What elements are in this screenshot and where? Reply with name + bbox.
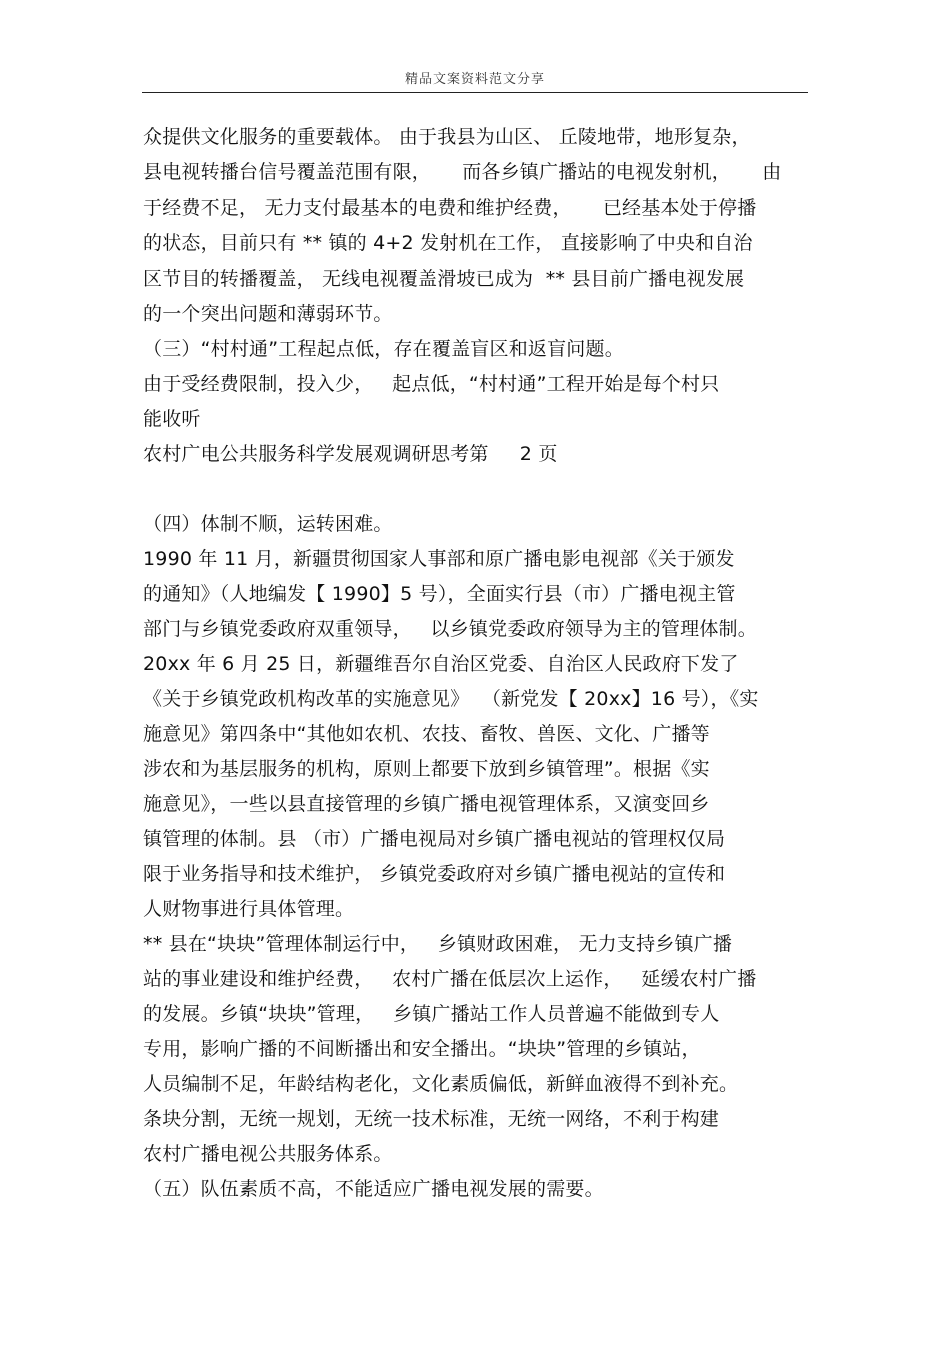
text-line: 农村广播电视公共服务体系。 [143, 1143, 393, 1165]
text-line: 部门与乡镇党委政府双重领导， 以乡镇党委政府领导为主的管理体制。 [143, 618, 757, 640]
text-line: 1990 年 11 月，新疆贯彻国家人事部和原广播电影电视部《关于颁发 [143, 548, 735, 570]
text-line: 由于受经费限制，投入少， 起点低，“村村通”工程开始是每个村只 [143, 373, 720, 395]
page-header [142, 62, 808, 93]
text-line: 的发展。乡镇“块块”管理， 乡镇广播站工作人员普遍不能做到专人 [143, 1003, 720, 1025]
text-line: 《关于乡镇党政机构改革的实施意见》 （新党发【 20xx】16 号），《实 [143, 688, 759, 710]
text-line: 的一个突出问题和薄弱环节。 [143, 303, 393, 325]
text-line: 人员编制不足，年龄结构老化，文化素质偏低，新鲜血液得不到补充。 [143, 1073, 739, 1095]
section-heading: （五）队伍素质不高，不能适应广播电视发展的需要。 [143, 1178, 604, 1200]
text-line: 条块分割，无统一规划，无统一技术标准，无统一网络，不利于构建 [143, 1108, 720, 1130]
text-line: 能收听 [143, 408, 201, 430]
section-heading: （三）“村村通”工程起点低，存在覆盖盲区和返盲问题。 [143, 338, 624, 360]
text-line: 施意见》第四条中“其他如农机、农技、畜牧、兽医、文化、广播等 [143, 723, 710, 745]
text-line: 人财物事进行具体管理。 [143, 898, 355, 920]
text-line: ** 县在“块块”管理体制运行中， 乡镇财政困难， 无力支持乡镇广播 [143, 933, 733, 955]
header-title: 精品文案资料范文分享 [404, 72, 545, 87]
text-line: 20xx 年 6 月 25 日，新疆维吾尔自治区党委、自治区人民政府下发了 [143, 653, 739, 675]
text-line: 专用，影响广播的不间断播出和安全播出。“块块”管理的乡镇站， [143, 1038, 701, 1060]
text-line: 施意见》，一些以县直接管理的乡镇广播电视管理体系，又演变回乡 [143, 793, 710, 815]
text-line: 众提供文化服务的重要载体。 由于我县为山区、 丘陵地带，地形复杂， [143, 126, 751, 148]
text-line: 镇管理的体制。县 （市）广播电视局对乡镇广播电视站的管理权仅局 [143, 828, 726, 850]
page-footer: 农村广电公共服务科学发展观调研思考第 2 页 [143, 443, 558, 465]
text-line: 区节目的转播覆盖， 无线电视覆盖滑坡已成为 ** 县目前广播电视发展 [143, 268, 745, 290]
text-line: 限于业务指导和技术维护， 乡镇党委政府对乡镇广播电视站的宣传和 [143, 863, 726, 885]
text-line: 县电视转播台信号覆盖范围有限， 而各乡镇广播站的电视发射机， 由 [143, 161, 782, 183]
text-line: 于经费不足， 无力支付最基本的电费和维护经费， 已经基本处于停播 [143, 197, 757, 219]
text-line: 涉农和为基层服务的机构，原则上都要下放到乡镇管理”。根据《实 [143, 758, 710, 780]
text-line: 站的事业建设和维护经费， 农村广播在低层次上运作， 延缓农村广播 [143, 968, 757, 990]
section-heading: （四）体制不顺，运转困难。 [143, 513, 393, 535]
text-line: 的通知》（人地编发【 1990】5 号），全面实行县（市）广播电视主管 [143, 583, 736, 605]
text-line: 的状态，目前只有 ** 镇的 4+2 发射机在工作， 直接影响了中央和自治 [143, 232, 753, 254]
